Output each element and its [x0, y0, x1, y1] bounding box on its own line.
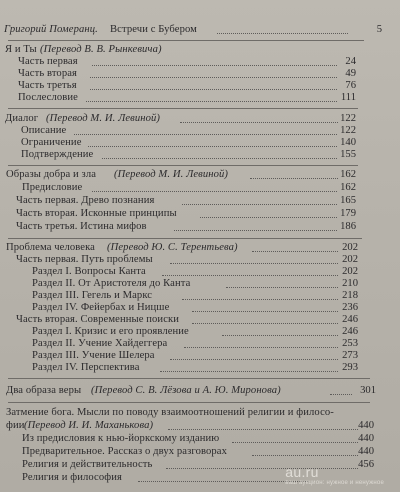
item-label: Предисловие — [22, 182, 83, 193]
leader-dots — [90, 88, 337, 90]
section-title: Проблема человека — [6, 242, 95, 253]
watermark-sub: ваш аукцион: нужное и ненужное — [285, 480, 384, 486]
item-label: Ограничение — [21, 137, 82, 148]
leader-dots — [90, 76, 337, 78]
item-page: 186 — [340, 221, 356, 232]
item-label: Раздел I. Кризис и его проявление — [32, 326, 189, 337]
leader-dots — [182, 298, 338, 300]
item-page: 246 — [342, 314, 358, 325]
section-page: 440 — [358, 420, 374, 431]
leader-dots — [222, 334, 338, 336]
leader-dots — [86, 100, 337, 102]
item-label: Часть третья — [18, 80, 77, 91]
item-label: Подтверждение — [21, 149, 94, 160]
section-title-cont: фии — [6, 420, 25, 431]
item-label: Раздел III. Гегель и Маркс — [32, 290, 153, 301]
item-page: 202 — [342, 266, 358, 277]
item-page: 140 — [340, 137, 356, 148]
section-page: 122 — [340, 113, 356, 124]
item-page: 202 — [342, 254, 358, 265]
leader-dots — [174, 229, 337, 231]
item-label: Из предисловия к нью-йоркскому изданию — [22, 433, 220, 444]
item-page: 165 — [340, 195, 356, 206]
item-page: 162 — [340, 182, 356, 193]
header-author: Григорий Померанц. — [4, 24, 98, 35]
section-translator: (Перевод М. И. Левиной) — [114, 169, 229, 180]
item-page: 273 — [342, 350, 358, 361]
section-translator: (Перевод И. И. Маханькова) — [24, 420, 154, 431]
section-title: Затмение бога. Мысли по поводу взаимоотношений религии и филосо- — [6, 407, 334, 418]
watermark-brand: au.ru — [285, 464, 319, 480]
list-item — [0, 207, 400, 221]
section-title: Образы добра и зла — [6, 169, 97, 180]
leader-dots — [170, 262, 338, 264]
item-label: Раздел III. Учение Шелера — [32, 350, 155, 361]
item-label: Часть третья. Истина мифов — [16, 221, 147, 232]
leader-dots — [168, 428, 358, 430]
section-heading — [0, 168, 400, 182]
leader-dots — [92, 64, 337, 66]
list-item — [0, 432, 400, 446]
section-translator: (Перевод С. В. Лёзова и А. Ю. Миронова) — [91, 385, 281, 396]
leader-dots — [160, 370, 338, 372]
item-label: Раздел IV. Перспектива — [32, 362, 140, 373]
item-page: 236 — [342, 302, 358, 313]
item-page: 76 — [345, 80, 356, 91]
item-page: 456 — [358, 459, 374, 470]
item-page: 246 — [342, 326, 358, 337]
item-page: 210 — [342, 278, 358, 289]
item-page: 111 — [340, 92, 356, 103]
item-label: Часть вторая. Исконные принципы — [16, 208, 177, 219]
item-label: Часть первая. Путь проблемы — [16, 254, 153, 265]
item-label: Часть вторая. Современные поиски — [16, 314, 180, 325]
leader-dots — [170, 358, 338, 360]
leader-dots — [192, 310, 338, 312]
section-title: Диалог — [5, 113, 39, 124]
item-page: 218 — [342, 290, 358, 301]
item-label: Часть вторая — [18, 68, 77, 79]
watermark — [285, 464, 384, 486]
section-divider — [8, 40, 364, 41]
list-item — [0, 91, 400, 105]
item-page: 440 — [358, 446, 374, 457]
item-page: 122 — [340, 125, 356, 136]
section-title: Я и Ты — [5, 44, 37, 55]
item-label: Описание — [21, 125, 67, 136]
list-item — [0, 361, 400, 375]
item-page: 49 — [345, 68, 356, 79]
item-page: 440 — [358, 433, 374, 444]
section-heading — [0, 384, 400, 398]
section-page: 301 — [360, 385, 376, 396]
section-translator: (Перевод Ю. С. Терентьева) — [107, 242, 238, 253]
section-heading-cont — [0, 419, 400, 433]
item-label: Послесловие — [18, 92, 78, 103]
item-label: Раздел II. От Аристотеля до Канта — [32, 278, 191, 289]
section-divider — [8, 402, 370, 403]
section-page: 162 — [340, 169, 356, 180]
leader-dots — [200, 216, 337, 218]
section-heading — [0, 406, 400, 420]
item-label: Раздел II. Учение Хайдеггера — [32, 338, 168, 349]
section-divider — [8, 378, 370, 379]
section-divider — [8, 108, 358, 109]
item-label: Раздел IV. Фейербах и Ницше — [32, 302, 170, 313]
leader-dots — [88, 145, 337, 147]
item-label: Религия и действительность — [22, 459, 153, 470]
section-divider — [8, 165, 358, 166]
item-label: Религия и философия — [22, 472, 122, 483]
item-page: 24 — [345, 56, 356, 67]
leader-dots — [92, 190, 337, 192]
item-label: Предварительное. Рассказ о двух разговорах — [22, 446, 227, 457]
leader-dots — [217, 32, 348, 34]
leader-dots — [192, 322, 338, 324]
leader-dots — [102, 157, 337, 159]
list-item — [0, 181, 400, 195]
header-page: 5 — [376, 24, 382, 35]
item-label: Раздел I. Вопросы Канта — [32, 266, 146, 277]
item-page: 155 — [340, 149, 356, 160]
list-item — [0, 445, 400, 459]
item-page: 179 — [340, 208, 356, 219]
item-label: Часть первая — [18, 56, 78, 67]
toc-header — [0, 23, 400, 37]
list-item — [0, 194, 400, 208]
item-page: 293 — [342, 362, 358, 373]
item-page: 253 — [342, 338, 358, 349]
leader-dots — [138, 480, 308, 482]
section-translator: (Перевод М. И. Левиной) — [46, 113, 161, 124]
leader-dots — [182, 203, 337, 205]
leader-dots — [184, 346, 338, 348]
section-title: Два образа веры — [6, 385, 82, 396]
item-label: Часть первая. Древо познания — [16, 195, 155, 206]
leader-dots — [180, 121, 338, 123]
list-item — [0, 220, 400, 234]
leader-dots — [162, 274, 338, 276]
list-item — [0, 148, 400, 162]
leader-dots — [74, 133, 337, 135]
section-page: 202 — [342, 242, 358, 253]
header-title: Встречи с Бубером — [110, 24, 197, 35]
section-divider — [8, 238, 362, 239]
section-translator: (Перевод В. В. Рынкевича) — [40, 44, 162, 55]
